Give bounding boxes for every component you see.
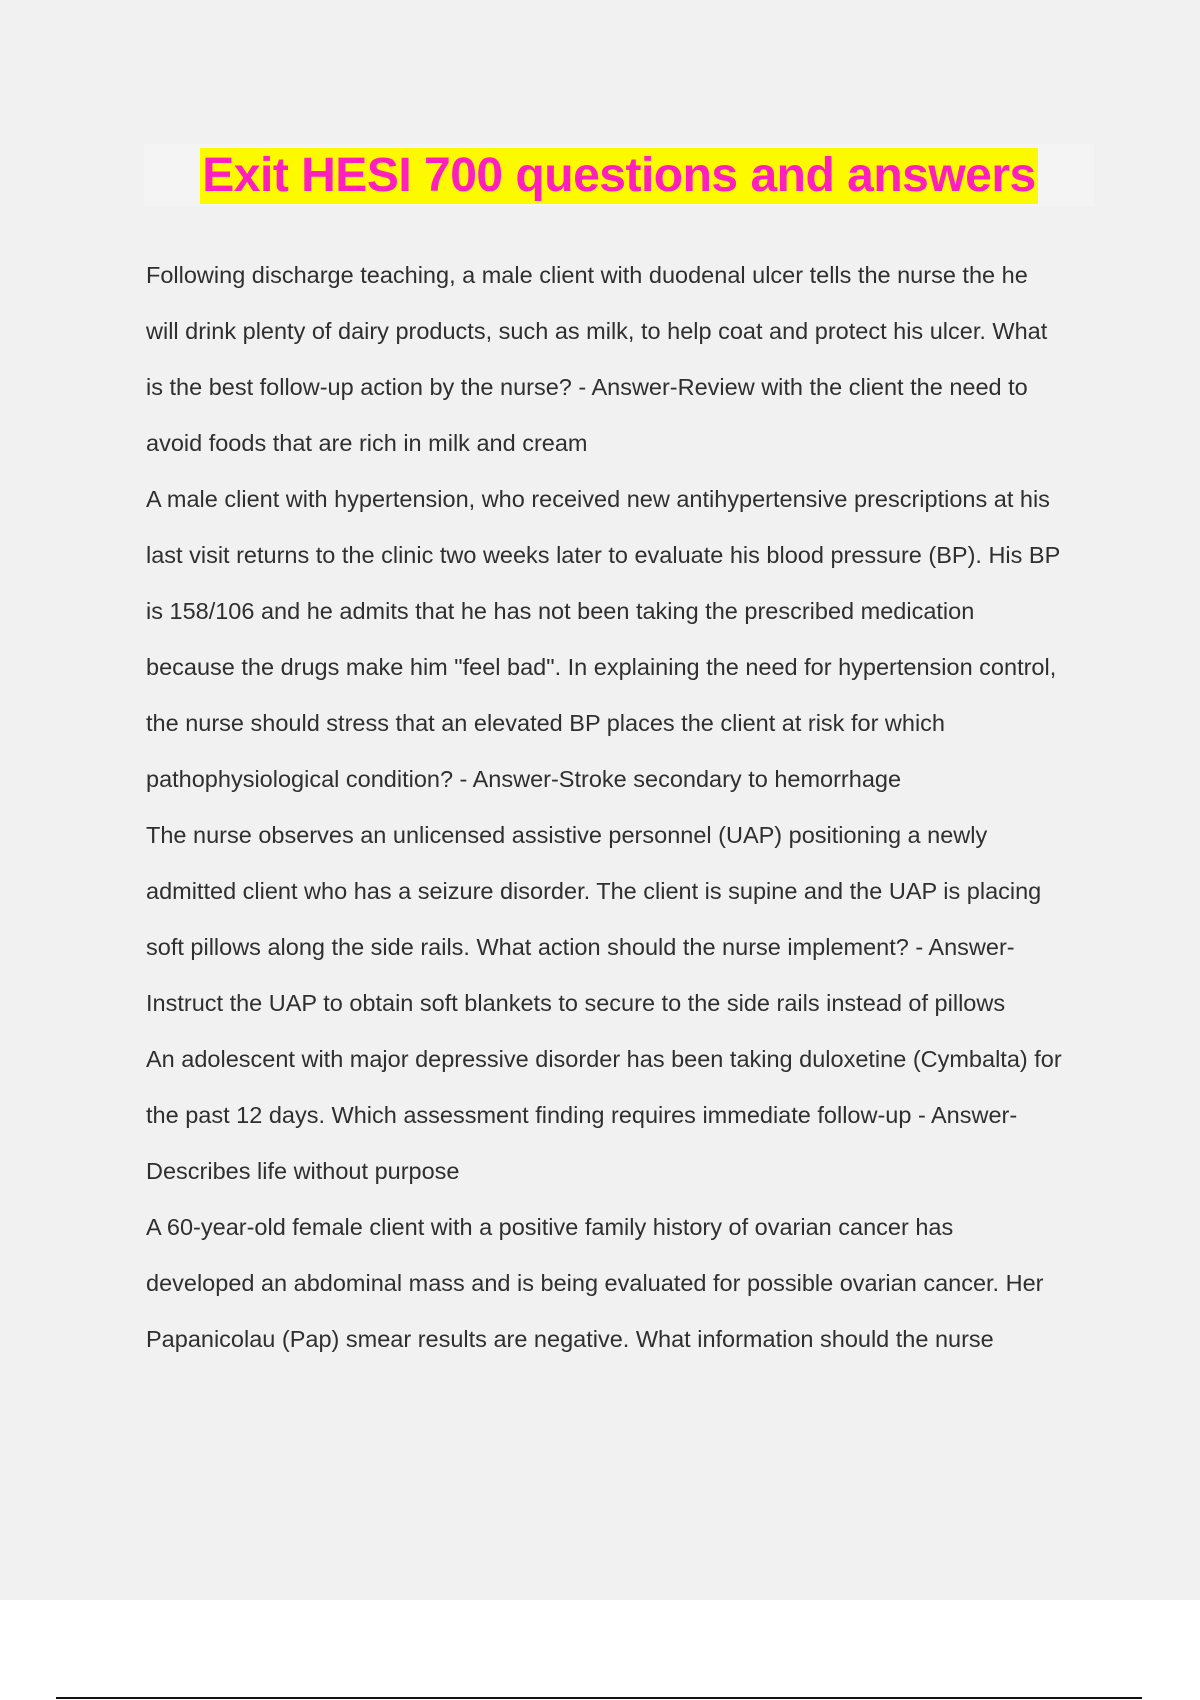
body-line: developed an abdominal mass and is being evaluated for possible ovarian cancer. Her	[146, 1270, 1044, 1296]
document-body	[146, 250, 1096, 1370]
body-line: Instruct the UAP to obtain soft blankets to secure to the side rails instead of pillows	[146, 990, 1006, 1016]
body-line: soft pillows along the side rails. What action should the nurse implement? - Answer-	[146, 934, 1015, 960]
body-line: is the best follow-up action by the nurse? - Answer-Review with the client the need to	[146, 374, 1028, 400]
body-line: is 158/106 and he admits that he has not been taking the prescribed medication	[146, 598, 975, 624]
body-line: The nurse observes an unlicensed assistive personnel (UAP) positioning a newly	[146, 822, 988, 848]
body-line: last visit returns to the clinic two weeks later to evaluate his blood pressure (BP). His BP	[146, 542, 1061, 568]
body-line: Following discharge teaching, a male client with duodenal ulcer tells the nurse the he	[146, 262, 1028, 288]
document-title: Exit HESI 700 questions and answers	[202, 149, 1036, 202]
body-line: An adolescent with major depressive disorder has been taking duloxetine (Cymbalta) for	[146, 1046, 1062, 1072]
body-line: the past 12 days. Which assessment finding requires immediate follow-up - Answer-	[146, 1102, 1018, 1128]
title-block	[144, 144, 1094, 206]
body-line: avoid foods that are rich in milk and cream	[146, 430, 588, 456]
body-line: will drink plenty of dairy products, such as milk, to help coat and protect his ulcer. What	[146, 318, 1048, 344]
body-line: the nurse should stress that an elevated BP places the client at risk for which	[146, 710, 945, 736]
body-line: A male client with hypertension, who received new antihypertensive prescriptions at his	[146, 486, 1050, 512]
body-line: Describes life without purpose	[146, 1158, 460, 1184]
body-line: Papanicolau (Pap) smear results are negative. What information should the nurse	[146, 1326, 994, 1352]
body-line: pathophysiological condition? - Answer-Stroke secondary to hemorrhage	[146, 766, 902, 792]
page-bottom-rule	[56, 1697, 1142, 1699]
body-line: because the drugs make him "feel bad". In explaining the need for hypertension control,	[146, 654, 1057, 680]
body-line: admitted client who has a seizure disorder. The client is supine and the UAP is placing	[146, 878, 1042, 904]
body-line: A 60-year-old female client with a positive family history of ovarian cancer has	[146, 1214, 954, 1240]
